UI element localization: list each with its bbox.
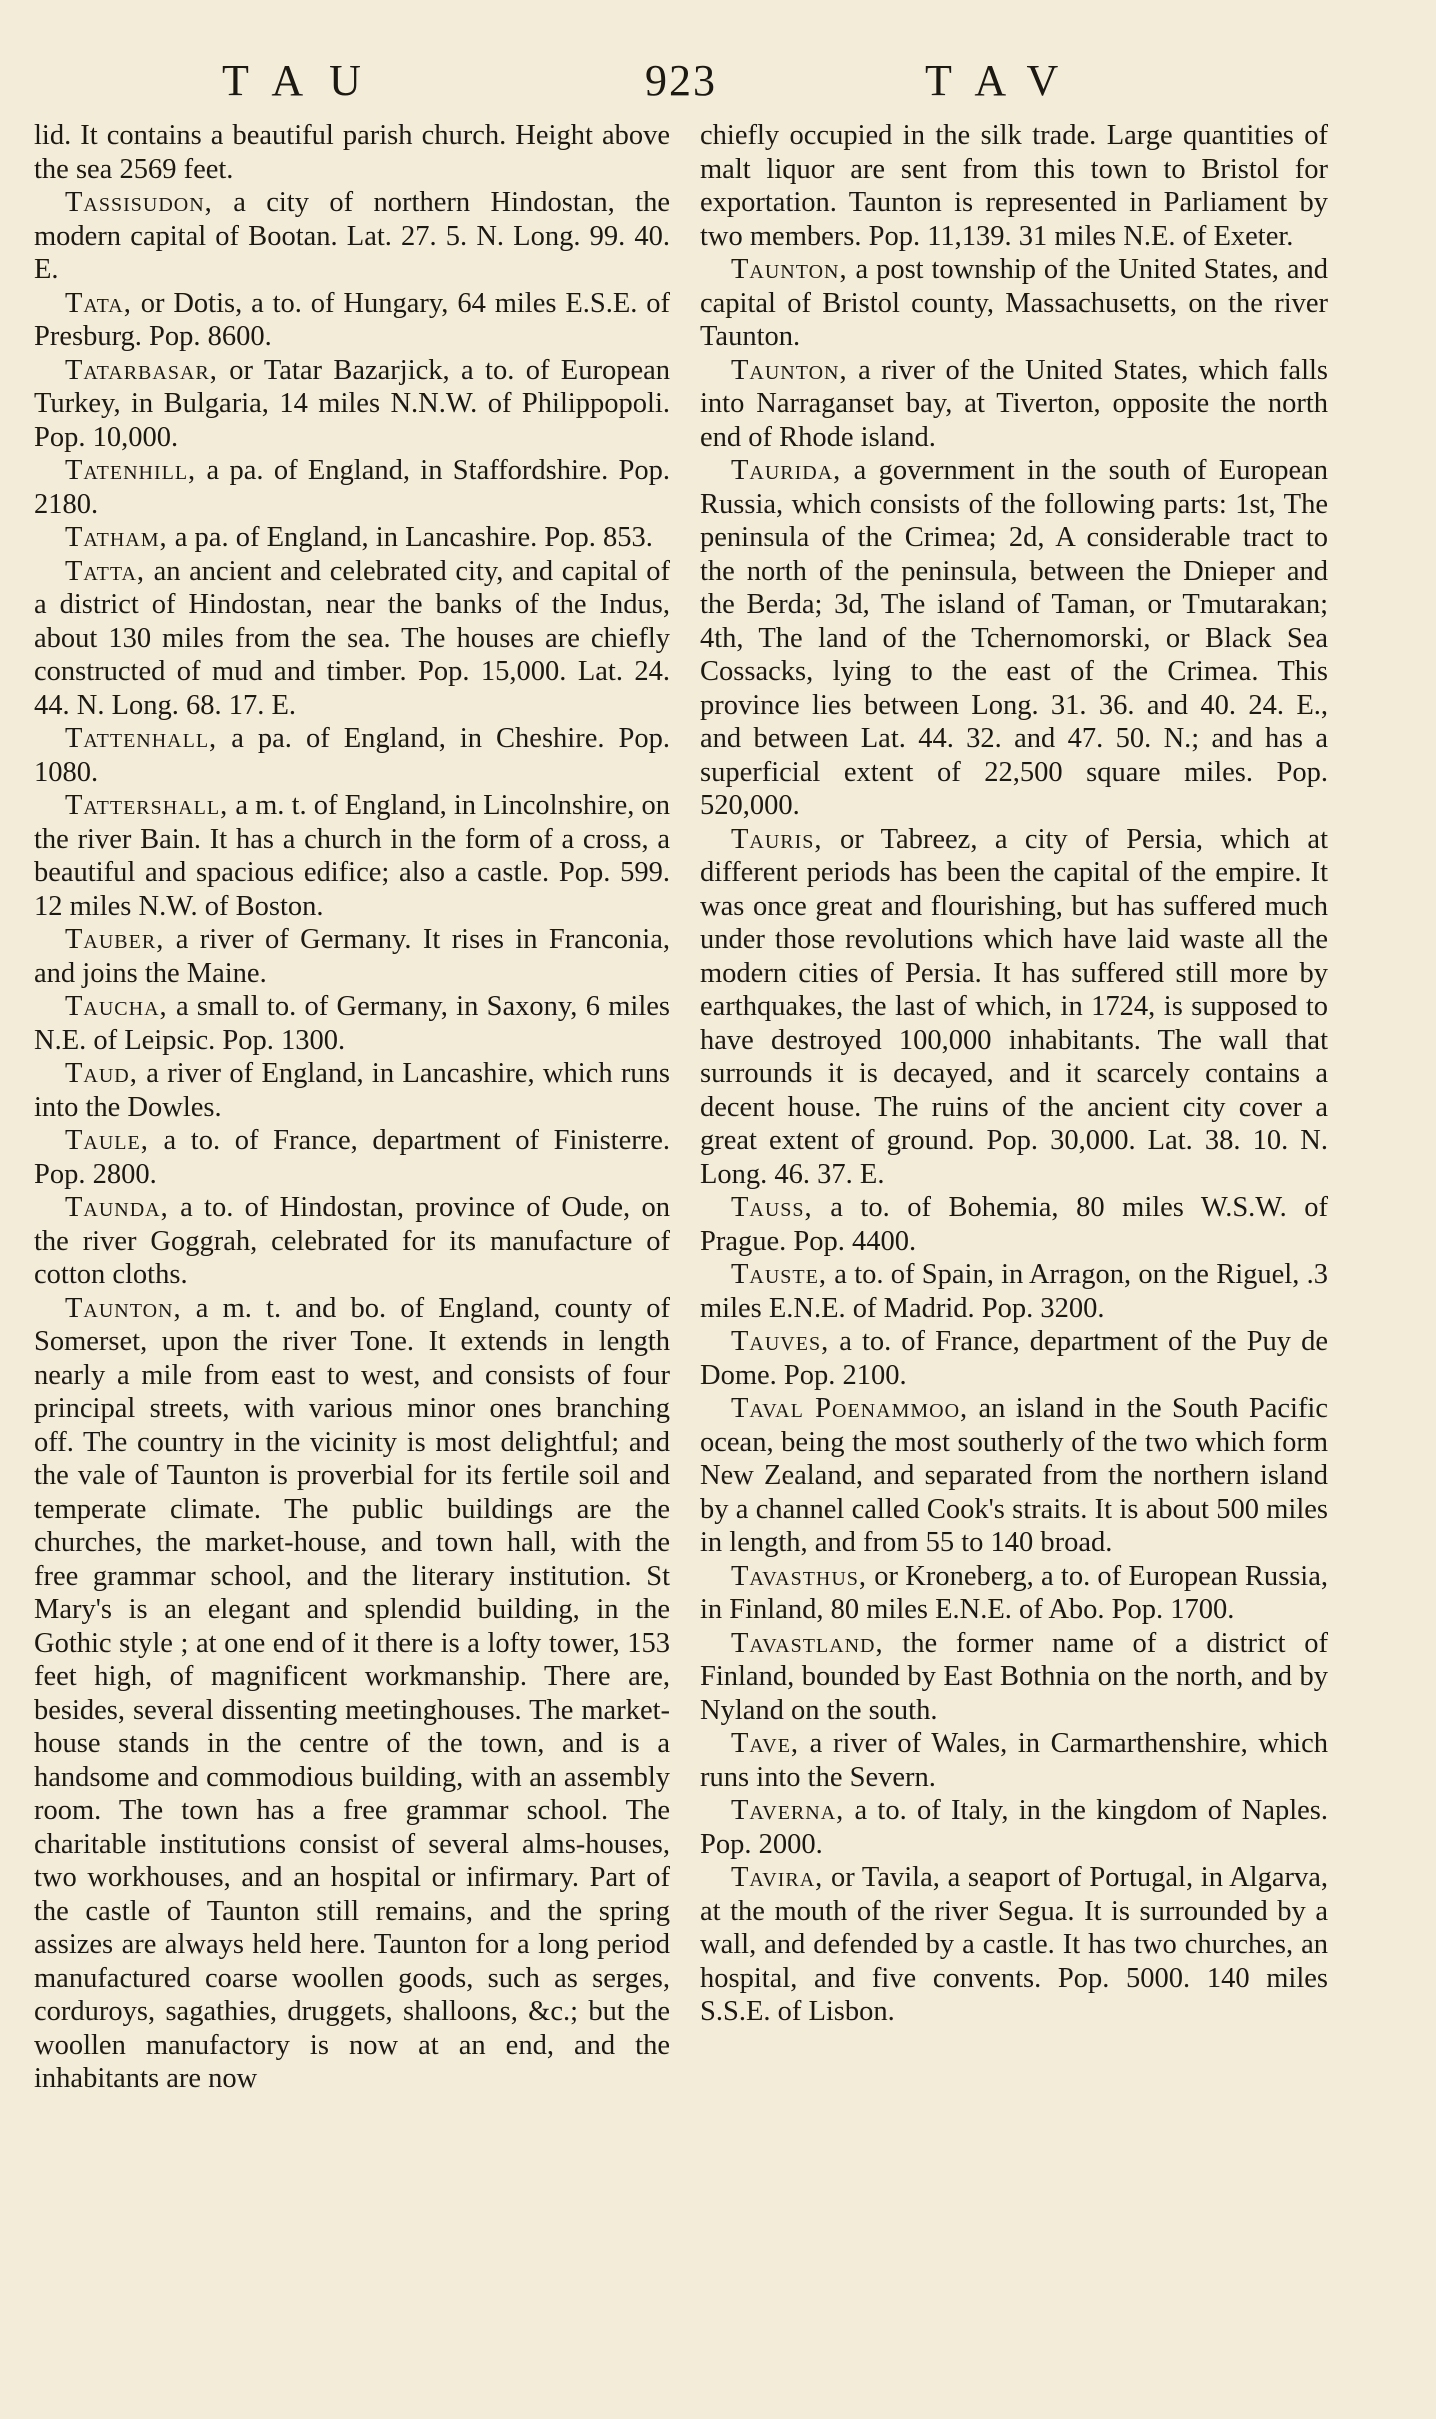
entry-headword: Taunton, (731, 354, 848, 386)
gazetteer-entry (700, 1258, 1328, 1325)
gazetteer-entry (700, 1861, 1328, 2029)
gazetteer-entry (34, 722, 670, 789)
entry-text: chiefly occupied in the silk trade. Large quantities of malt liquor are sent from this town to Bristol for exportation. Taunton is represented in Parliament by two members. Pop. 11,139. 31 miles N.E. of Exeter. (700, 120, 1328, 252)
gazetteer-entry (700, 823, 1328, 1192)
entry-text: a to. of Hindostan, province of Oude, on the river Goggrah, celebrated for its manufacture of cotton cloths. (34, 1192, 670, 1290)
entry-text: an ancient and celebrated city, and capital of a district of Hindostan, near the banks of the Indus, about 130 miles from the sea. The houses are chiefly constructed of mud and timber. Pop. 15,000. Lat. 24. 44. N. Long. 68. 17. E. (34, 555, 670, 721)
entry-headword: Tavasthus, (731, 1560, 868, 1592)
entry-headword: Tavastland, (731, 1627, 884, 1659)
gazetteer-entry (700, 1794, 1328, 1861)
running-head-left: TAU (222, 56, 387, 105)
gazetteer-entry (34, 555, 670, 723)
entry-text: a river of Germany. It rises in Franconia, and joins the Maine. (34, 924, 670, 989)
entry-text: a m. t. and bo. of England, county of Somerset, upon the river Tone. It extends in length nearly a mile from east to west, and consists of four principal streets, with various minor ones branching off. The country in the vicinity is most delightful; and the vale of Taunton is proverbial for its fertile soil and temperate climate. The public buildings are the churches, the market-house, and town hall, with the free grammar school, and the literary institution. St Mary's is an elegant and splendid building, in the Gothic style ; at one end of it there is a lofty tower, 153 feet high, of magnificent workmanship. There are, besides, several dissenting meetinghouses. The market-house stands in the centre of the town, and is a handsome and commodious building, with an assembly room. The town has a free grammar school. The charitable institutions consist of several alms-houses, two workhouses, and an hospital or infirmary. Part of the castle of Taunton still remains, and the spring assizes are always held here. Taunton for a long period manufactured coarse woollen goods, such as serges, corduroys, sagathies, druggets, shalloons, &c.; but the woollen manufactory is now at an end, and the inhabitants are now (34, 1292, 670, 2094)
gazetteer-entry (34, 521, 670, 555)
entry-text: a pa. of England, in Lancashire. Pop. 853. (167, 522, 653, 553)
entry-text: a river of England, in Lancashire, which runs into the Dowles. (34, 1058, 670, 1123)
gazetteer-entry (34, 789, 670, 923)
entry-text: a river of the United States, which falls into Narraganset bay, at Tiverton, opposite the north end of Rhode island. (700, 354, 1328, 453)
gazetteer-entry (34, 1124, 670, 1191)
gazetteer-entry (700, 1727, 1328, 1794)
entry-headword: Tauss, (731, 1192, 813, 1223)
entry-text: or Tatar Bazarjick, a to. of European Turkey, in Bulgaria, 14 miles N.N.W. of Philippopoli. Pop. 10,000. (34, 354, 670, 453)
entry-headword: Tatenhill, (65, 455, 197, 486)
entry-headword: Tatham, (65, 522, 168, 553)
gazetteer-entry (700, 1191, 1328, 1258)
entry-headword: Taunda, (65, 1192, 169, 1223)
entry-headword: Taval Poenammoo, (731, 1393, 969, 1424)
entry-headword: Tauves, (731, 1326, 830, 1357)
gazetteer-entry (34, 1292, 670, 2096)
entry-headword: Tauste, (731, 1259, 827, 1290)
entry-text: a city of northern Hindostan, the modern capital of Bootan. Lat. 27. 5. N. Long. 99. 40. E. (34, 187, 670, 285)
gazetteer-entry (700, 1627, 1328, 1728)
gazetteer-entry (34, 186, 670, 287)
entry-text: a to. of Bohemia, 80 miles W.S.W. of Prague. Pop. 4400. (700, 1192, 1328, 1257)
page-header (0, 55, 1436, 115)
entry-text: a m. t. of England, in Lincolnshire, on the river Bain. It has a church in the form of a cross, a beautiful and spacious edifice; also a castle. Pop. 599. 12 miles N.W. of Boston. (34, 790, 670, 922)
entry-headword: Tatarbasar, (65, 354, 218, 386)
page-number: 923 (645, 56, 717, 105)
entry-text: a post township of the United States, and capital of Bristol county, Massachusetts, on the river Taunton. (700, 254, 1328, 352)
gazetteer-entry (34, 990, 670, 1057)
entry-headword: Taunton, (731, 254, 848, 285)
entry-text: a river of Wales, in Carmarthenshire, which runs into the Severn. (700, 1728, 1328, 1793)
entry-headword: Taud, (65, 1058, 138, 1089)
gazetteer-entry (34, 454, 670, 521)
entry-text: or Kroneberg, a to. of European Russia, in Finland, 80 miles E.N.E. of Abo. Pop. 1700. (700, 1560, 1328, 1625)
entry-headword: Tattenhall, (65, 723, 218, 754)
gazetteer-entry (34, 1191, 670, 1292)
left-column (34, 119, 670, 2096)
gazetteer-entry (700, 253, 1328, 354)
entry-headword: Tattershall, (65, 790, 229, 821)
entry-text: or Tavila, a seaport of Portugal, in Algarva, at the mouth of the river Segua. It is surrounded by a wall, and defended by a castle. It has two churches, an hospital, and five convents. Pop. 5000. 140 miles S.S.E. of Lisbon. (700, 1862, 1328, 2027)
entry-text: a to. of Spain, in Arragon, on the Riguel, .3 miles E.N.E. of Madrid. Pop. 3200. (700, 1259, 1328, 1324)
gazetteer-entry (34, 354, 670, 455)
entry-text: an island in the South Pacific ocean, being the most southerly of the two which form New Zealand, and separated from the northern island by a channel called Cook's straits. It is about 500 miles in length, and from 55 to 140 broad. (700, 1393, 1329, 1558)
entry-text: a pa. of England, in Cheshire. Pop. 1080. (34, 723, 670, 788)
entry-text: a to. of Italy, in the kingdom of Naples. Pop. 2000. (700, 1795, 1328, 1860)
entry-text: a to. of France, department of the Puy de Dome. Pop. 2100. (700, 1326, 1328, 1391)
gazetteer-entry (700, 354, 1328, 455)
gazetteer-entry (700, 119, 1328, 253)
entry-headword: Tatta, (65, 555, 146, 587)
gazetteer-entry (34, 1057, 670, 1124)
entry-headword: Taucha, (65, 991, 168, 1022)
entry-text: the former name of a district of Finland, bounded by East Bothnia on the north, and by Nyland on the south. (700, 1627, 1328, 1726)
entry-text: or Dotis, a to. of Hungary, 64 miles E.S.E. of Presburg. Pop. 8600. (34, 287, 670, 352)
entry-headword: Taule, (65, 1125, 149, 1156)
gazetteer-entry (34, 923, 670, 990)
gazetteer-entry (700, 1325, 1328, 1392)
gazetteer-entry (34, 119, 670, 186)
entry-text: a pa. of England, in Staffordshire. Pop. 2180. (34, 455, 670, 520)
gazetteer-entry (700, 1392, 1328, 1560)
entry-headword: Tata, (65, 287, 132, 319)
entry-headword: Tavira, (731, 1862, 824, 1893)
entry-headword: Taverna, (731, 1795, 845, 1826)
entry-text: a government in the south of European Russia, which consists of the following parts: 1st, The peninsula of the Crimea; 2d, A considerable tract to the north of the peninsula, between the Dnieper and the Berda; 3d, The island of Taman, or Tmutarakan; 4th, The land of the Tchernomorski, or Black Sea Cossacks, lying to the east of the Crimea. This province lies between Long. 31. 36. and 40. 24. E., and between Lat. 44. 32. and 47. 50. N.; and has a superficial extent of 22,500 square miles. Pop. 520,000. (700, 455, 1328, 821)
gazetteer-entry (700, 1560, 1328, 1627)
entry-headword: Tauris, (731, 823, 823, 855)
entry-text: lid. It contains a beautiful parish church. Height above the sea 2569 feet. (34, 120, 670, 185)
entry-text: a to. of France, department of Finisterre. Pop. 2800. (34, 1125, 670, 1190)
entry-text: a small to. of Germany, in Saxony, 6 miles N.E. of Leipsic. Pop. 1300. (34, 991, 670, 1056)
entry-headword: Taunton, (65, 1292, 182, 1324)
entry-headword: Taurida, (731, 455, 842, 486)
right-column (700, 119, 1328, 2029)
gazetteer-entry (34, 287, 670, 354)
entry-text: or Tabreez, a city of Persia, which at different periods has been the capital of the empire. It was once great and flourishing, but has suffered much under those revolutions which have laid waste all the modern cities of Persia. It has suffered still more by earthquakes, the last of which, in 1724, is supposed to have destroyed 100,000 inhabitants. The wall that surrounds it is decayed, and it scarcely contains a decent house. The ruins of the ancient city cover a great extent of ground. Pop. 30,000. Lat. 38. 10. N. Long. 46. 37. E. (700, 823, 1328, 1190)
entry-headword: Tauber, (65, 924, 165, 955)
entry-headword: Tave, (731, 1728, 800, 1759)
entry-headword: Tassisudon, (65, 187, 213, 218)
running-head-right: TAV (925, 56, 1085, 105)
gazetteer-entry (700, 454, 1328, 823)
